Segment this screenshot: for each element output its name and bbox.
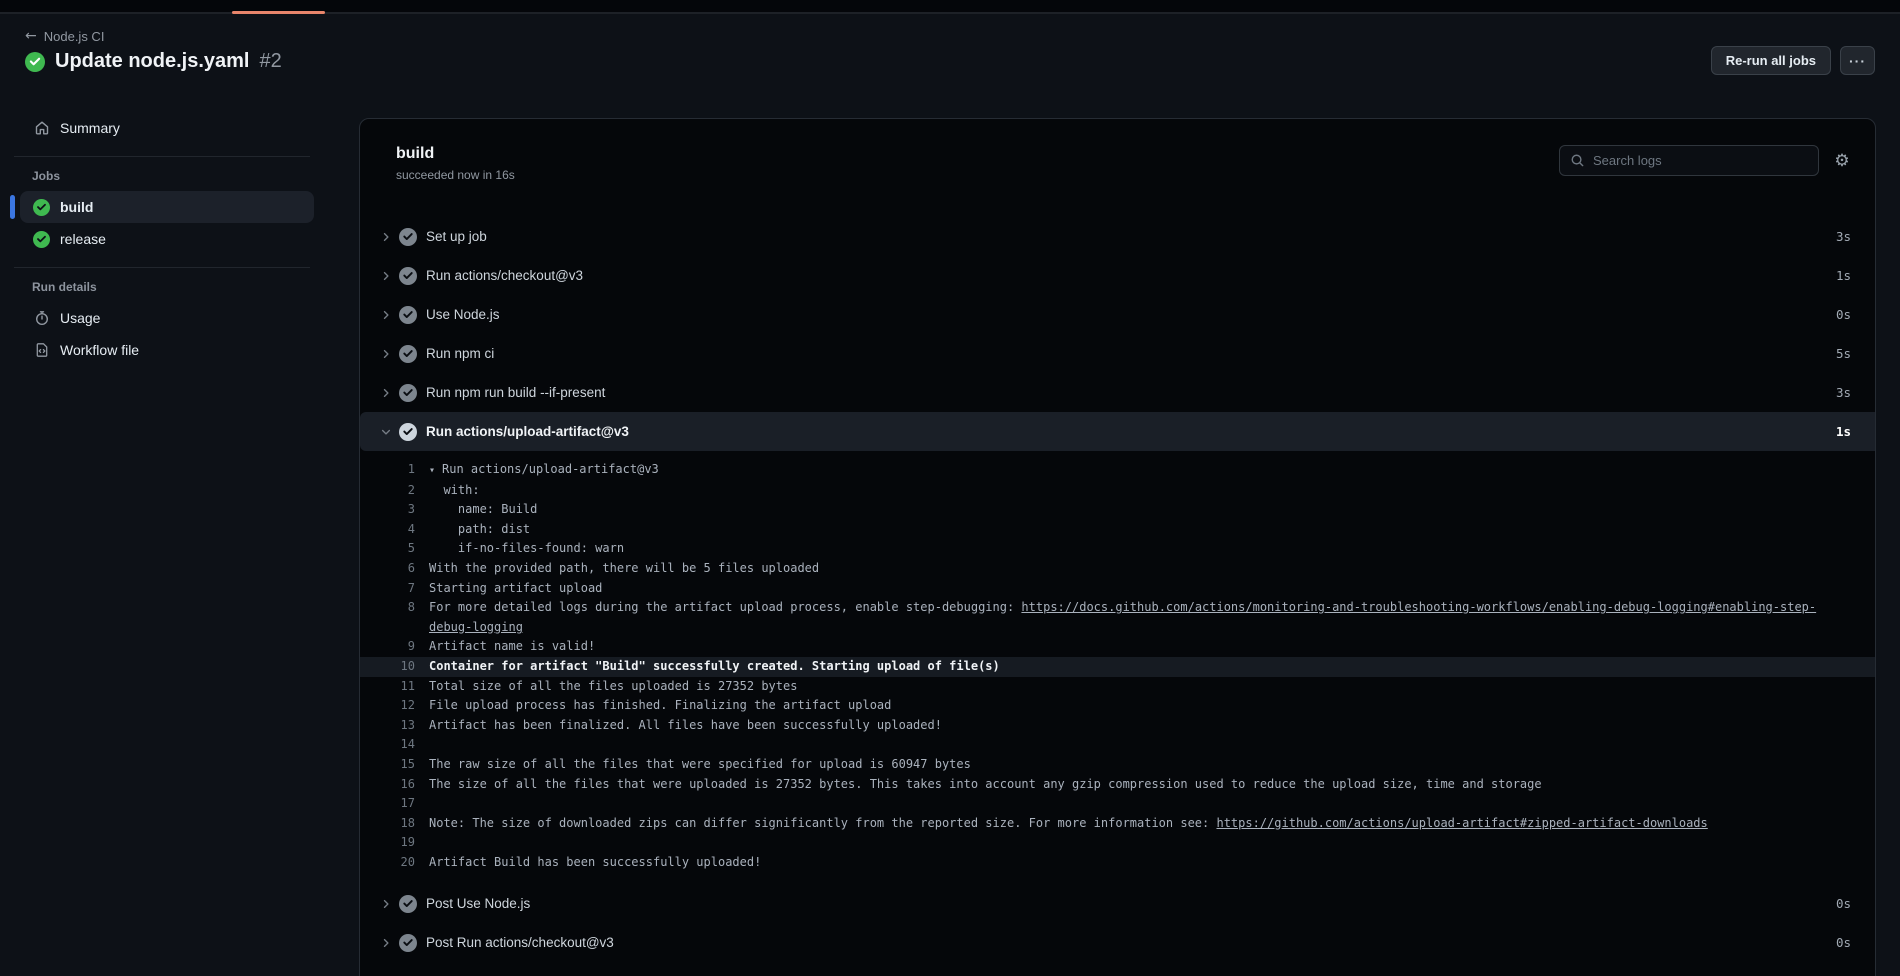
log-line-number: 5 <box>407 541 415 556</box>
chevron-right-icon[interactable] <box>380 348 392 360</box>
sidebar-item-label: build <box>60 199 94 215</box>
stopwatch-icon <box>33 310 50 327</box>
log-line-number: 6 <box>407 560 415 575</box>
chevron-right-icon[interactable] <box>380 270 392 282</box>
log-line-number: 15 <box>400 756 415 771</box>
chevron-right-icon[interactable] <box>380 387 392 399</box>
log-line[interactable] <box>360 539 1875 559</box>
log-line-text <box>429 677 797 697</box>
step-row[interactable] <box>360 334 1875 373</box>
search-icon <box>1570 153 1585 168</box>
step-label: Use Node.js <box>426 307 500 322</box>
sidebar-item-label: Usage <box>60 310 101 326</box>
log-block <box>360 451 1875 884</box>
log-line-number: 2 <box>407 482 415 497</box>
log-line-text <box>429 500 537 520</box>
sidebar-item-usage[interactable] <box>20 302 314 334</box>
log-line-number: 18 <box>400 815 415 830</box>
log-text: path: dist <box>429 521 531 536</box>
run-details-heading: Run details <box>32 280 97 294</box>
success-check-icon <box>33 199 50 216</box>
step-row[interactable] <box>360 412 1875 451</box>
sidebar <box>10 112 314 366</box>
log-text: File upload process has finished. Finalizing the artifact upload <box>429 698 892 713</box>
step-row[interactable] <box>360 295 1875 334</box>
step-duration: 5s <box>1835 346 1851 361</box>
log-line-text <box>429 716 942 736</box>
log-line[interactable] <box>360 579 1875 599</box>
breadcrumb[interactable] <box>25 28 104 44</box>
success-check-icon <box>399 267 417 285</box>
success-check-icon <box>399 895 417 913</box>
log-link[interactable]: https://github.com/actions/upload-artifact#zipped-artifact-downloads <box>1216 815 1708 830</box>
log-line[interactable] <box>360 814 1875 834</box>
log-line-number: 13 <box>400 717 415 732</box>
workflow-file-icon <box>33 342 50 359</box>
log-text: With the provided path, there will be 5 files uploaded <box>429 560 820 575</box>
chevron-right-icon[interactable] <box>380 898 392 910</box>
log-line[interactable] <box>360 460 1875 481</box>
log-text: Run actions/upload-artifact@v3 <box>442 462 659 476</box>
log-line-text <box>429 579 602 599</box>
sidebar-item-label: Summary <box>60 120 120 136</box>
log-line-text <box>429 520 530 540</box>
top-browser-strip <box>0 0 1900 14</box>
header-actions <box>1711 46 1875 75</box>
log-line-number: 14 <box>400 737 415 752</box>
breadcrumb-label: Node.js CI <box>43 28 105 44</box>
success-check-icon <box>33 231 50 248</box>
log-line-text <box>429 775 1542 795</box>
page-title: Update node.js.yaml <box>55 50 250 72</box>
step-label: Set up job <box>426 229 487 244</box>
log-line[interactable] <box>360 637 1875 657</box>
selected-accent-bar <box>10 195 15 219</box>
step-duration: 1s <box>1835 424 1851 439</box>
log-text: Artifact has been finalized. All files have been successfully uploaded! <box>429 717 942 732</box>
divider <box>14 156 310 157</box>
step-label: Run npm run build --if-present <box>426 385 606 400</box>
log-line-number: 1 <box>407 462 415 476</box>
step-row[interactable] <box>360 217 1875 256</box>
log-line-text <box>429 853 761 873</box>
chevron-down-icon[interactable] <box>380 426 392 438</box>
log-link[interactable]: https://docs.github.com/actions/monitoring-and-troubleshooting-workflows/enabling-debug-logging#enabling-step-debug-logging <box>429 600 1817 634</box>
step-row[interactable] <box>360 256 1875 295</box>
log-line-text <box>429 814 1708 834</box>
log-line[interactable] <box>360 677 1875 697</box>
log-line[interactable] <box>360 696 1875 716</box>
log-line[interactable] <box>360 735 1875 755</box>
steps-list <box>360 207 1875 962</box>
log-line-number: 3 <box>407 502 415 517</box>
step-duration: 0s <box>1835 935 1851 951</box>
log-line-number: 9 <box>407 639 415 654</box>
step-label: Post Run actions/checkout@v3 <box>426 935 614 951</box>
log-line-number: 16 <box>400 776 415 791</box>
job-title: build <box>396 145 435 162</box>
log-text: Total size of all the files uploaded is 27352 bytes <box>429 678 798 693</box>
log-line-text <box>429 481 480 501</box>
log-line-text <box>429 637 595 657</box>
success-check-icon <box>399 384 417 402</box>
success-check-icon <box>399 306 417 324</box>
step-duration: 3s <box>1835 229 1851 244</box>
step-row[interactable] <box>360 373 1875 412</box>
log-group-toggle-icon[interactable]: ▾ <box>429 465 436 476</box>
step-label: Run npm ci <box>426 346 495 361</box>
log-text: with: <box>429 482 480 497</box>
log-line-number: 4 <box>407 521 415 536</box>
run-header <box>0 16 1900 100</box>
sidebar-item-label: release <box>60 231 106 247</box>
chevron-right-icon[interactable] <box>380 231 392 243</box>
more-options-button[interactable]: ··· <box>1840 46 1875 75</box>
log-settings-gear-icon[interactable]: ⚙ <box>1834 151 1850 171</box>
log-line[interactable] <box>360 833 1875 853</box>
step-duration: 0s <box>1835 896 1851 912</box>
log-line[interactable] <box>360 775 1875 795</box>
log-text: Artifact name is valid! <box>429 639 596 654</box>
log-line-number: 17 <box>400 796 415 811</box>
success-check-icon <box>25 52 45 72</box>
log-line-number: 8 <box>407 600 415 615</box>
log-line-number: 7 <box>407 580 415 595</box>
step-label: Post Use Node.js <box>426 896 531 912</box>
divider <box>14 267 310 268</box>
log-line[interactable] <box>360 559 1875 579</box>
success-check-icon <box>399 934 417 952</box>
log-line-text <box>429 755 971 775</box>
step-duration: 0s <box>1835 307 1851 322</box>
step-row[interactable] <box>360 884 1875 923</box>
sidebar-item-workflow-file[interactable] <box>20 334 314 366</box>
log-line[interactable] <box>360 716 1875 736</box>
log-line-text <box>429 657 1000 677</box>
log-line-text <box>429 559 819 579</box>
job-panel-header <box>360 119 1875 207</box>
log-line[interactable] <box>360 520 1875 540</box>
jobs-heading: Jobs <box>32 169 61 183</box>
sidebar-item-label: Workflow file <box>60 342 140 358</box>
back-arrow-icon: ← <box>25 28 37 44</box>
step-label: Run actions/upload-artifact@v3 <box>426 424 629 439</box>
log-text: The raw size of all the files that were specified for upload is 60947 bytes <box>429 756 971 771</box>
step-duration: 1s <box>1835 268 1851 283</box>
log-line[interactable] <box>360 755 1875 775</box>
log-line[interactable] <box>360 657 1875 677</box>
log-line[interactable] <box>360 794 1875 814</box>
log-text: Note: The size of downloaded zips can differ significantly from the reported size. For more information see: <box>429 815 1217 830</box>
log-line[interactable] <box>360 598 1875 637</box>
log-text: Starting artifact upload <box>429 580 603 595</box>
step-duration: 3s <box>1835 385 1851 400</box>
log-line-text <box>429 696 891 716</box>
log-text: The size of all the files that were uploaded is 27352 bytes. This takes into account any gzip compression used to reduce the upload size, time and storage <box>429 776 1542 791</box>
chevron-right-icon[interactable] <box>380 937 392 949</box>
run-number: #2 <box>259 50 282 72</box>
log-text: Container for artifact "Build" successfully created. Starting upload of file(s) <box>429 658 1000 673</box>
log-text: name: Build <box>429 502 538 517</box>
rerun-all-jobs-button[interactable]: Re-run all jobs <box>1711 46 1831 75</box>
step-row[interactable] <box>360 923 1875 962</box>
job-log-panel <box>359 118 1876 976</box>
sidebar-item-job-build[interactable] <box>20 191 314 223</box>
log-line[interactable] <box>360 481 1875 501</box>
log-line-number: 11 <box>400 678 415 693</box>
log-line-text <box>429 539 624 559</box>
job-status-line: succeeded now in 16s <box>396 168 515 182</box>
log-line-number: 12 <box>400 698 415 713</box>
sidebar-item-job-release[interactable] <box>20 223 314 255</box>
log-line-number: 19 <box>400 835 415 850</box>
chevron-right-icon[interactable] <box>380 309 392 321</box>
active-tab-indicator <box>232 11 325 14</box>
run-title-row <box>25 50 282 73</box>
search-logs-input[interactable] <box>1593 153 1808 168</box>
log-text: For more detailed logs during the artifact upload process, enable step-debugging: <box>429 600 1022 615</box>
step-label: Run actions/checkout@v3 <box>426 268 584 283</box>
sidebar-item-summary[interactable] <box>20 112 314 144</box>
success-check-icon <box>399 345 417 363</box>
log-line-number: 10 <box>400 658 415 673</box>
log-text: if-no-files-found: warn <box>429 541 625 556</box>
log-text: Artifact Build has been successfully uploaded! <box>429 854 762 869</box>
log-line[interactable] <box>360 500 1875 520</box>
home-icon <box>33 120 50 137</box>
log-line-text <box>429 598 1851 637</box>
search-logs-box <box>1559 145 1819 176</box>
success-check-icon <box>399 423 417 441</box>
success-check-icon <box>399 228 417 246</box>
log-line-text <box>429 460 659 481</box>
log-line-number: 20 <box>400 854 415 869</box>
log-line[interactable] <box>360 853 1875 873</box>
